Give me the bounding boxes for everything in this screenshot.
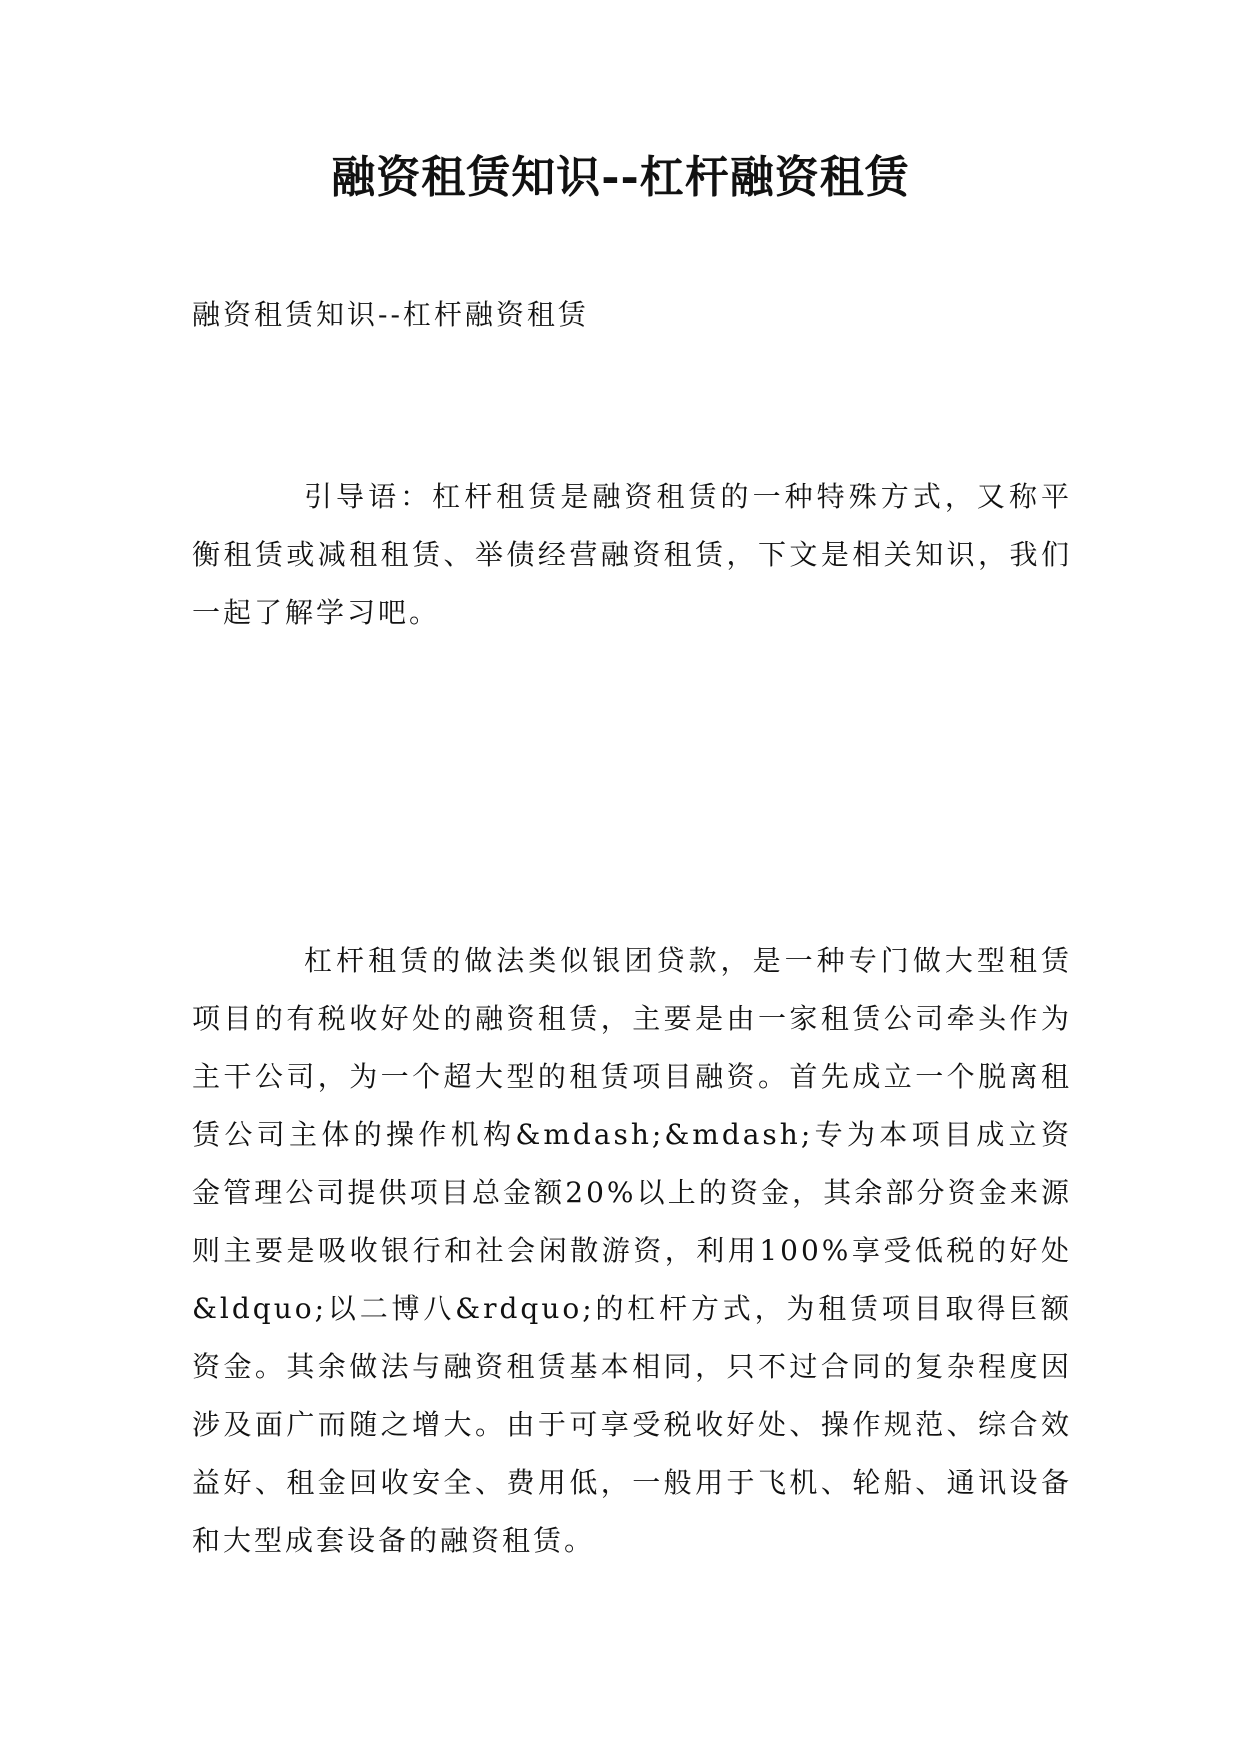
document-subtitle: 融资租赁知识--杠杆融资租赁 [192,298,589,331]
body-paragraph: 杠杆租赁的做法类似银团贷款，是一种专门做大型租赁项目的有税收好处的融资租赁，主要是由一家租赁公司牵头作为主干公司，为一个超大型的租赁项目融资。首先成立一个脱离租赁公司主体的操作机构&mdash;&mdash;专为本项目成立资金管理公司提供项目总金额20%以上的资金，其余部分资金来源则主要是吸收银行和社会闲散游资，利用100%享受低税的好处&ldquo;以二博八&rdquo;的杠杆方式，为租赁项目取得巨额资金。其余做法与融资租赁基本相同，只不过合同的复杂程度因涉及面广而随之增大。由于可享受税收好处、操作规范、综合效益好、租金回收安全、费用低，一般用于飞机、轮船、通讯设备和大型成套设备的融资租赁。 [192,944,1072,1557]
intro-paragraph: 引导语：杠杆租赁是融资租赁的一种特殊方式，又称平衡租赁或减租租赁、举债经营融资租赁，下文是相关知识，我们一起了解学习吧。 [192,480,1072,629]
page-title: 融资租赁知识--杠杆融资租赁 [331,152,910,203]
